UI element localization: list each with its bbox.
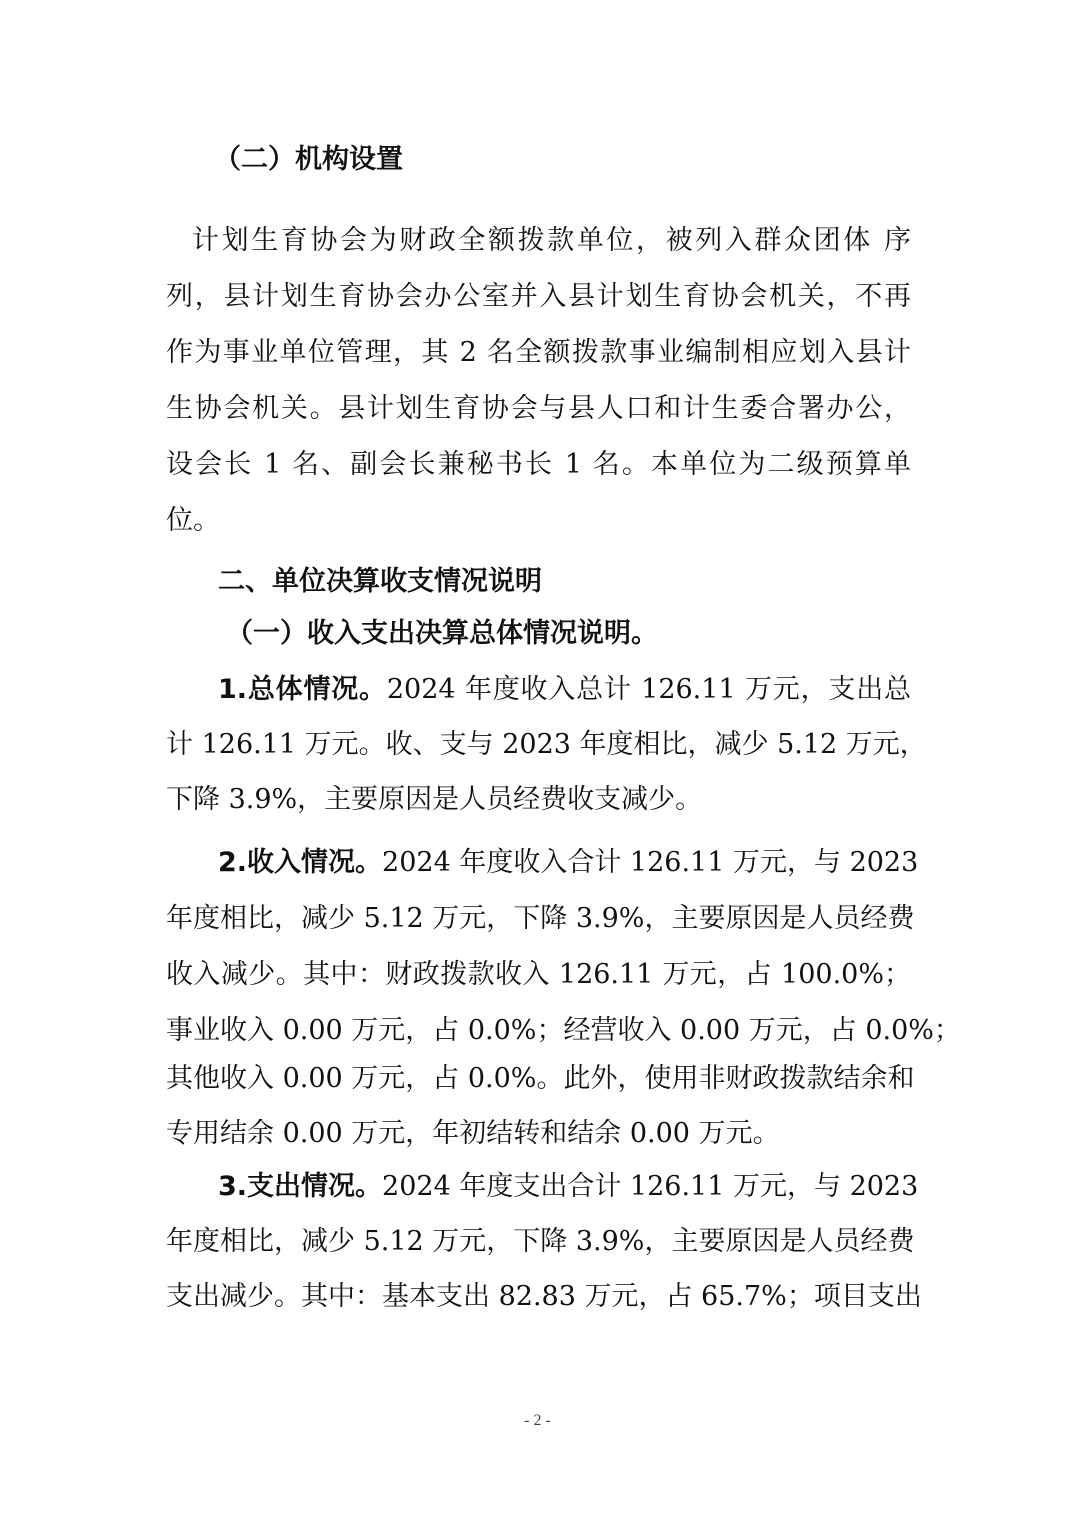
org-setup-line-4: 生协会机关。县计划生育协会与县人口和计生委合署办公， (166, 393, 911, 424)
income-lead: 2.收入情况。 (218, 847, 383, 878)
overall-line-1 (218, 676, 911, 703)
income-line-5: 其他收入 0.00 万元，占 0.0%。此外，使用非财政拨款结余和 (166, 1063, 915, 1094)
section-heading-budget: 二、单位决算收支情况说明 (218, 566, 542, 597)
org-setup-line-5: 设会长 1 名、副会长兼秘书长 1 名。本单位为二级预算单 (166, 449, 911, 480)
income-line-2: 年度相比，减少 5.12 万元，下降 3.9%，主要原因是人员经费 (166, 903, 915, 934)
section-heading-org-setup: （二）机构设置 (214, 144, 403, 175)
org-setup-line-6: 位。 (166, 505, 220, 536)
income-line-6: 专用结余 0.00 万元，年初结转和结余 0.00 万元。 (166, 1118, 780, 1149)
income-line-4: 事业收入 0.00 万元，占 0.0%；经营收入 0.00 万元，占 0.0%； (166, 1015, 961, 1046)
income-line-1 (218, 847, 919, 878)
overall-line-1-text: 2024 年度收入总计 126.11 万元，支出总 (386, 674, 912, 705)
org-setup-line-1: 计划生育协会为财政全额拨款单位，被列入群众团体 序 (192, 225, 911, 256)
expense-line-3: 支出减少。其中：基本支出 82.83 万元，占 65.7%；项目支出 (166, 1281, 922, 1312)
expense-line-2: 年度相比，减少 5.12 万元，下降 3.9%，主要原因是人员经费 (166, 1226, 915, 1257)
page-number: - 2 - (524, 1412, 551, 1429)
subheading-overall: （一）收入支出决算总体情况说明。 (226, 618, 658, 649)
org-setup-line-2: 列，县计划生育协会办公室并入县计划生育协会机关，不再 (166, 281, 911, 312)
org-setup-line-3: 作为事业单位管理，其 2 名全额拨款事业编制相应划入县计 (166, 337, 911, 368)
expense-line-1 (218, 1171, 919, 1202)
income-line-3: 收入减少。其中：财政拨款收入 126.11 万元，占 100.0%； (166, 959, 911, 990)
overall-line-2: 计 126.11 万元。收、支与 2023 年度相比，减少 5.12 万元， (166, 729, 927, 760)
income-line-1-text: 2024 年度收入合计 126.11 万元，与 2023 (382, 847, 919, 878)
overall-line-3: 下降 3.9%，主要原因是人员经费收支减少。 (166, 784, 703, 815)
expense-lead: 3.支出情况。 (218, 1171, 383, 1202)
overall-lead: 1.总体情况。 (218, 674, 387, 705)
expense-line-1-text: 2024 年度支出合计 126.11 万元，与 2023 (382, 1171, 919, 1202)
